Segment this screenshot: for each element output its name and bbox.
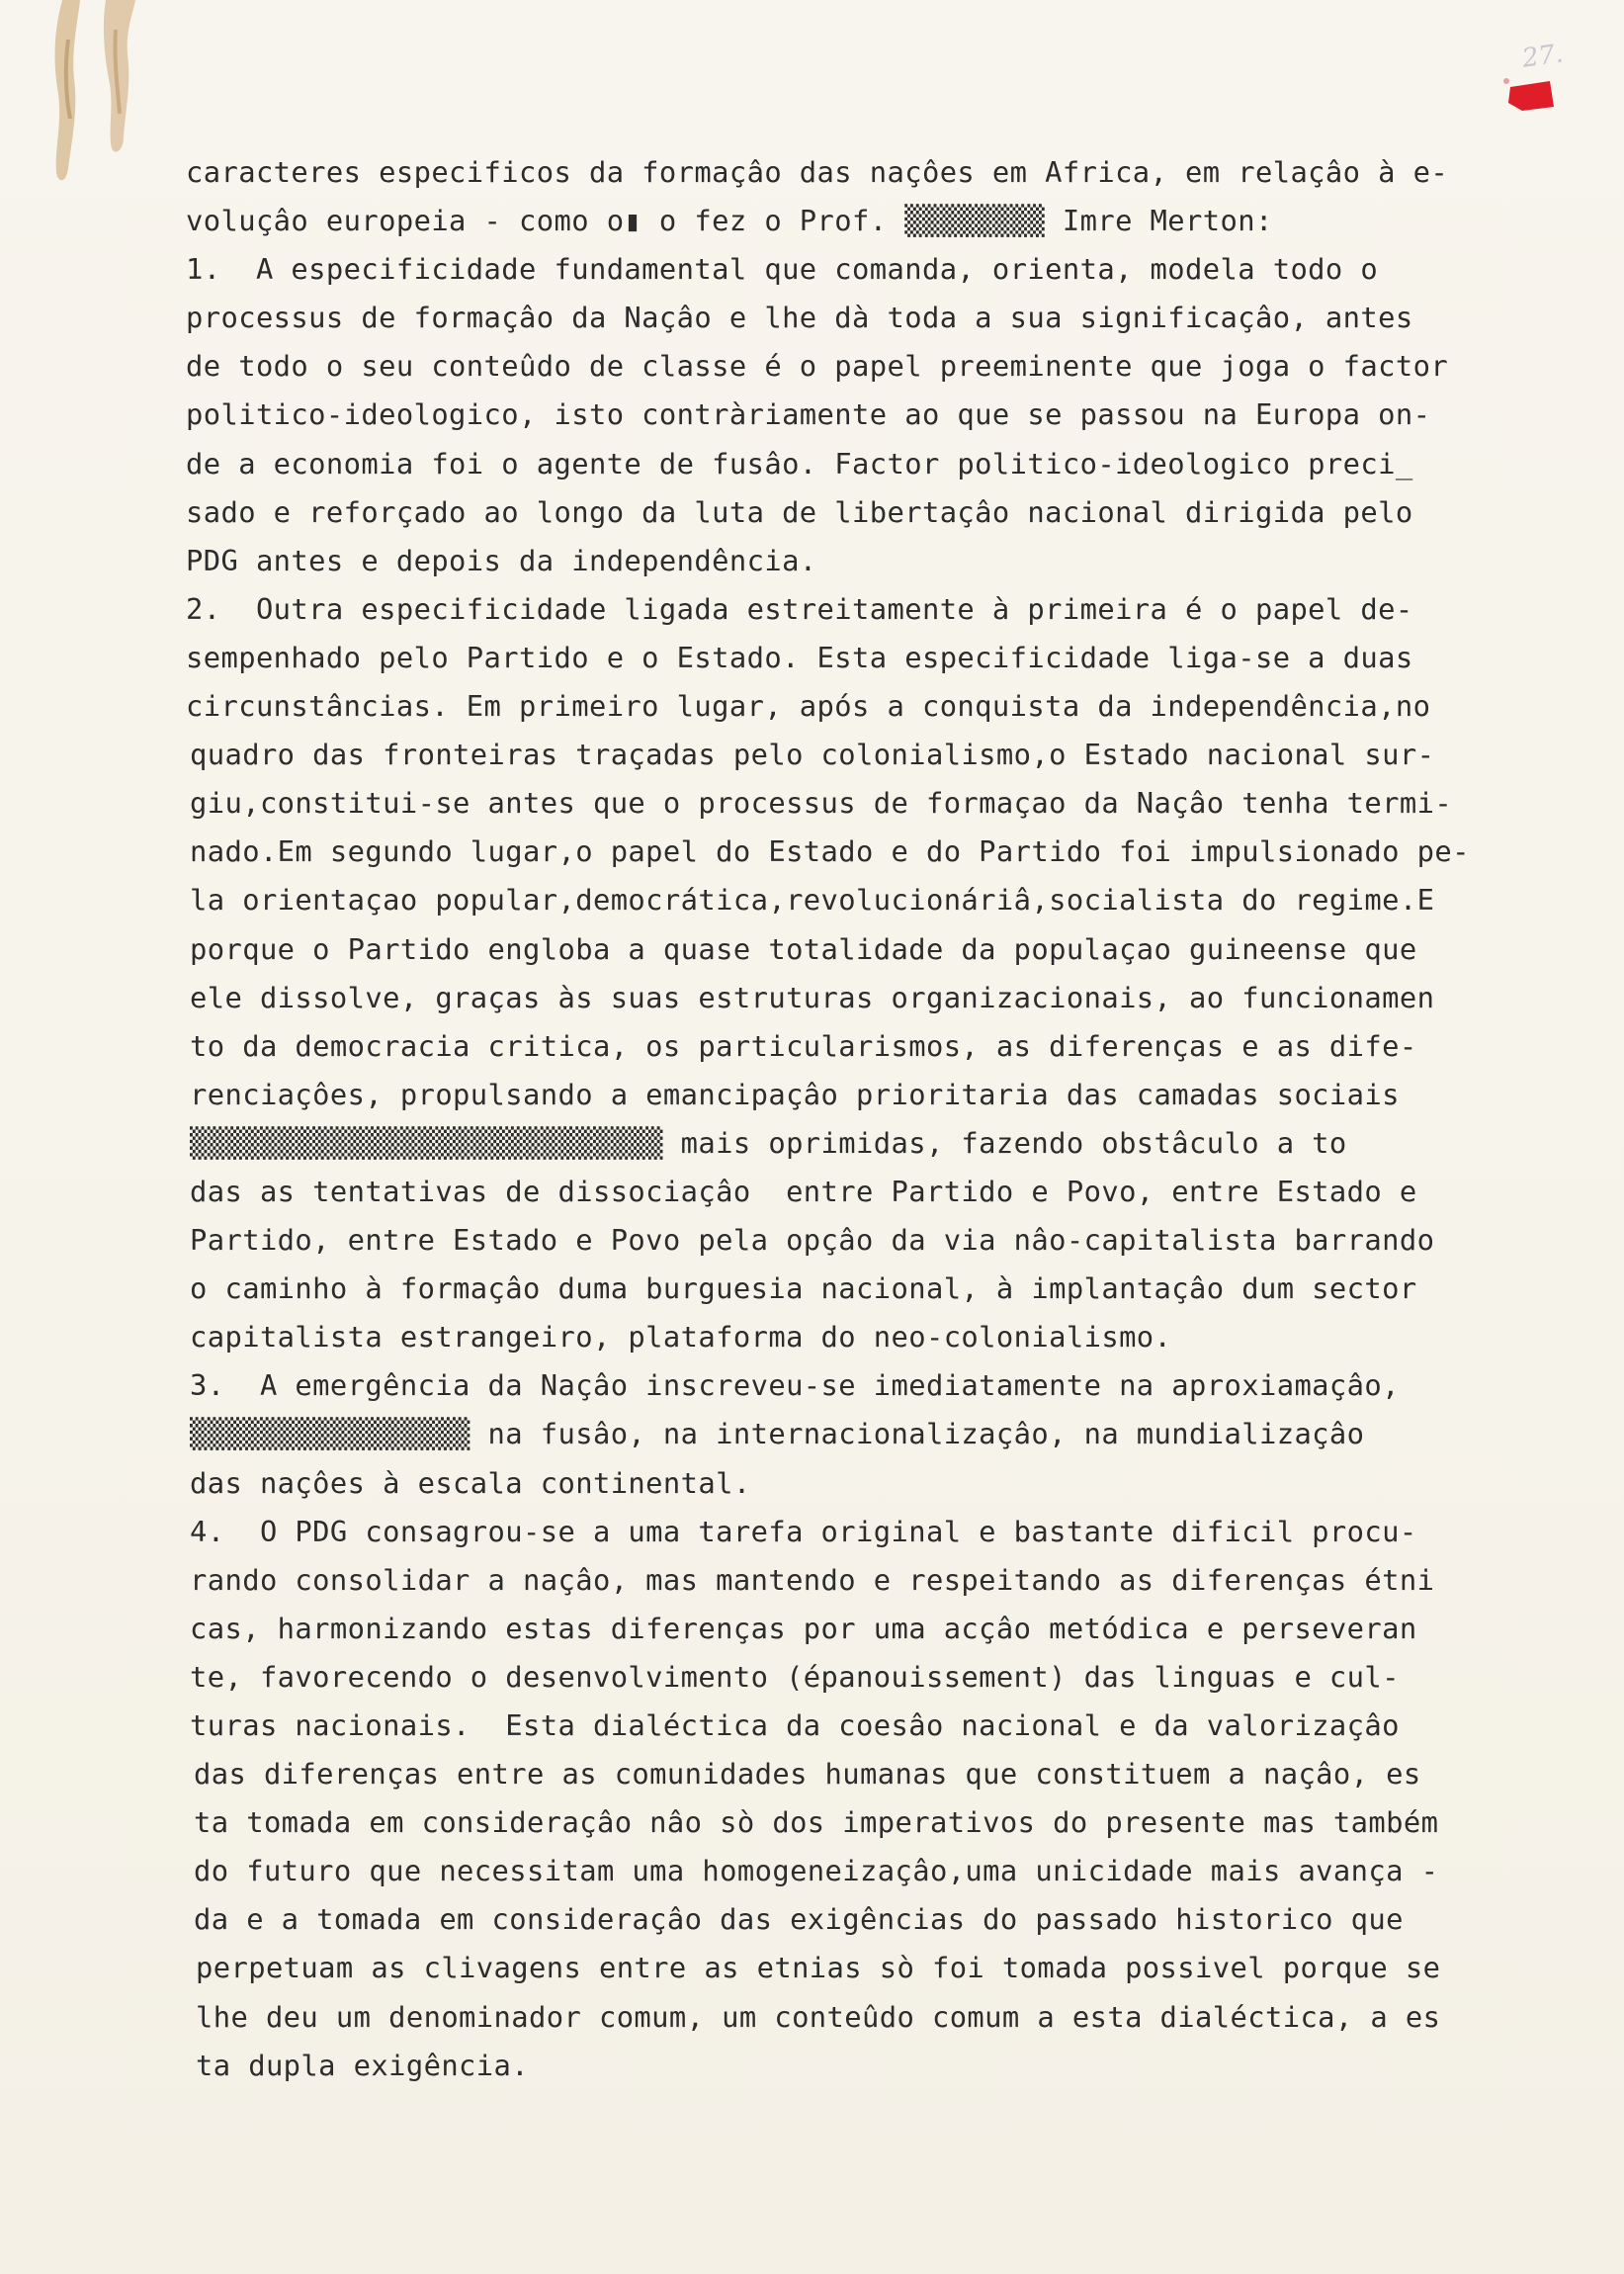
typed-text-body <box>186 148 1589 2090</box>
text-line: quadro das fronteiras traçadas pelo colonialismo,o Estado nacional sur- <box>190 738 1435 772</box>
text-line: das diferenças entre as comunidades humanas que constituem a naçâo, es <box>194 1757 1421 1792</box>
text-line: la orientaçao popular,democrática,revolucionáriâ,socialista do regime.E <box>190 883 1435 918</box>
text-line: ta dupla exigência. <box>196 2048 530 2082</box>
text-line: voluçâo europeia - como o▮ o fez o Prof. ▒▒▒▒▒▒▒▒ Imre Merton: <box>186 204 1273 238</box>
text-line: 1. A especificidade fundamental que comanda, orienta, modela todo o <box>186 252 1379 287</box>
text-line: ▒▒▒▒▒▒▒▒▒▒▒▒▒▒▒▒ na fusâo, na internacionalizaçâo, na mundializaçâo <box>190 1417 1365 1451</box>
text-line: cas, harmonizando estas diferenças por uma acçâo metódica e perseveran <box>190 1611 1417 1645</box>
paper-stain <box>44 0 163 188</box>
text-line: 2. Outra especificidade ligada estreitamente à primeira é o papel de- <box>186 591 1413 626</box>
text-line: lhe deu um denominador comum, um conteûdo comum a esta dialéctica, a es <box>196 1999 1441 2034</box>
text-line: ▒▒▒▒▒▒▒▒▒▒▒▒▒▒▒▒▒▒▒▒▒▒▒▒▒▒▒ mais oprimidas, fazendo obstâculo a to <box>190 1125 1347 1160</box>
text-line: 4. O PDG consagrou-se a uma tarefa original e bastante dificil procu- <box>190 1514 1417 1548</box>
text-line: nado.Em segundo lugar,o papel do Estado e do Partido foi impulsionado pe- <box>190 834 1470 869</box>
text-line: perpetuam as clivagens entre as etnias sò foi tomada possivel porque se <box>196 1951 1441 1985</box>
text-line: das as tentativas de dissociaçâo entre Partido e Povo, entre Estado e <box>190 1174 1417 1208</box>
text-line: porque o Partido engloba a quase totalidade da populaçao guineense que <box>190 931 1417 966</box>
text-line: ta tomada em consideraçâo nâo sò dos imperativos do presente mas também <box>194 1805 1439 1840</box>
text-line: PDG antes e depois da independência. <box>186 543 817 577</box>
text-line: do futuro que necessitam uma homogeneizaçâo,uma unicidade mais avança - <box>194 1854 1439 1888</box>
text-line: capitalista estrangeiro, plataforma do neo-colonialismo. <box>190 1320 1172 1355</box>
text-line: processus de formaçâo da Naçâo e lhe dà toda a sua significaçâo, antes <box>186 301 1413 335</box>
text-line: turas nacionais. Esta dialéctica da coesâo nacional e da valorizaçâo <box>190 1708 1400 1742</box>
text-line: de a economia foi o agente de fusâo. Factor politico-ideologico preci_ <box>186 446 1413 481</box>
page-number: 27. <box>1520 39 1566 74</box>
text-line: 3. A emergência da Naçâo inscreveu-se imediatamente na aproxiamaçâo, <box>190 1368 1400 1403</box>
text-line: sado e reforçado ao longo da luta de libertaçâo nacional dirigida pelo <box>186 494 1413 529</box>
text-line: caracteres especificos da formaçâo das naçôes em Africa, em relaçâo à e- <box>186 155 1449 189</box>
text-line: circunstâncias. Em primeiro lugar, após a conquista da independência,no <box>186 689 1431 724</box>
text-line: o caminho à formaçâo duma burguesia nacional, à implantaçâo dum sector <box>190 1271 1417 1306</box>
text-line: ele dissolve, graças às suas estruturas organizacionais, ao funcionamen <box>190 980 1435 1014</box>
text-line: das naçôes à escala continental. <box>190 1465 751 1500</box>
text-line: politico-ideologico, isto contràriamente ao que se passou na Europa on- <box>186 397 1431 432</box>
text-line: renciaçôes, propulsando a emancipaçâo prioritaria das camadas sociais <box>190 1077 1400 1111</box>
text-line: giu,constitui-se antes que o processus de formaçao da Naçâo tenha termi- <box>190 786 1453 821</box>
text-line: rando consolidar a naçâo, mas mantendo e respeitando as diferenças étni <box>190 1562 1435 1597</box>
text-line: da e a tomada em consideraçâo das exigências do passado historico que <box>194 1902 1404 1937</box>
text-line: sempenhado pelo Partido e o Estado. Esta especificidade liga-se a duas <box>186 640 1413 674</box>
text-line: de todo o seu conteûdo de classe é o papel preeminente que joga o factor <box>186 349 1449 384</box>
text-line: Partido, entre Estado e Povo pela opçâo da via nâo-capitalista barrando <box>190 1223 1435 1258</box>
text-line: te, favorecendo o desenvolvimento (épanouissement) das linguas e cul- <box>190 1659 1400 1694</box>
text-line: to da democracia critica, os particularismos, as diferenças e as dife- <box>190 1028 1417 1063</box>
